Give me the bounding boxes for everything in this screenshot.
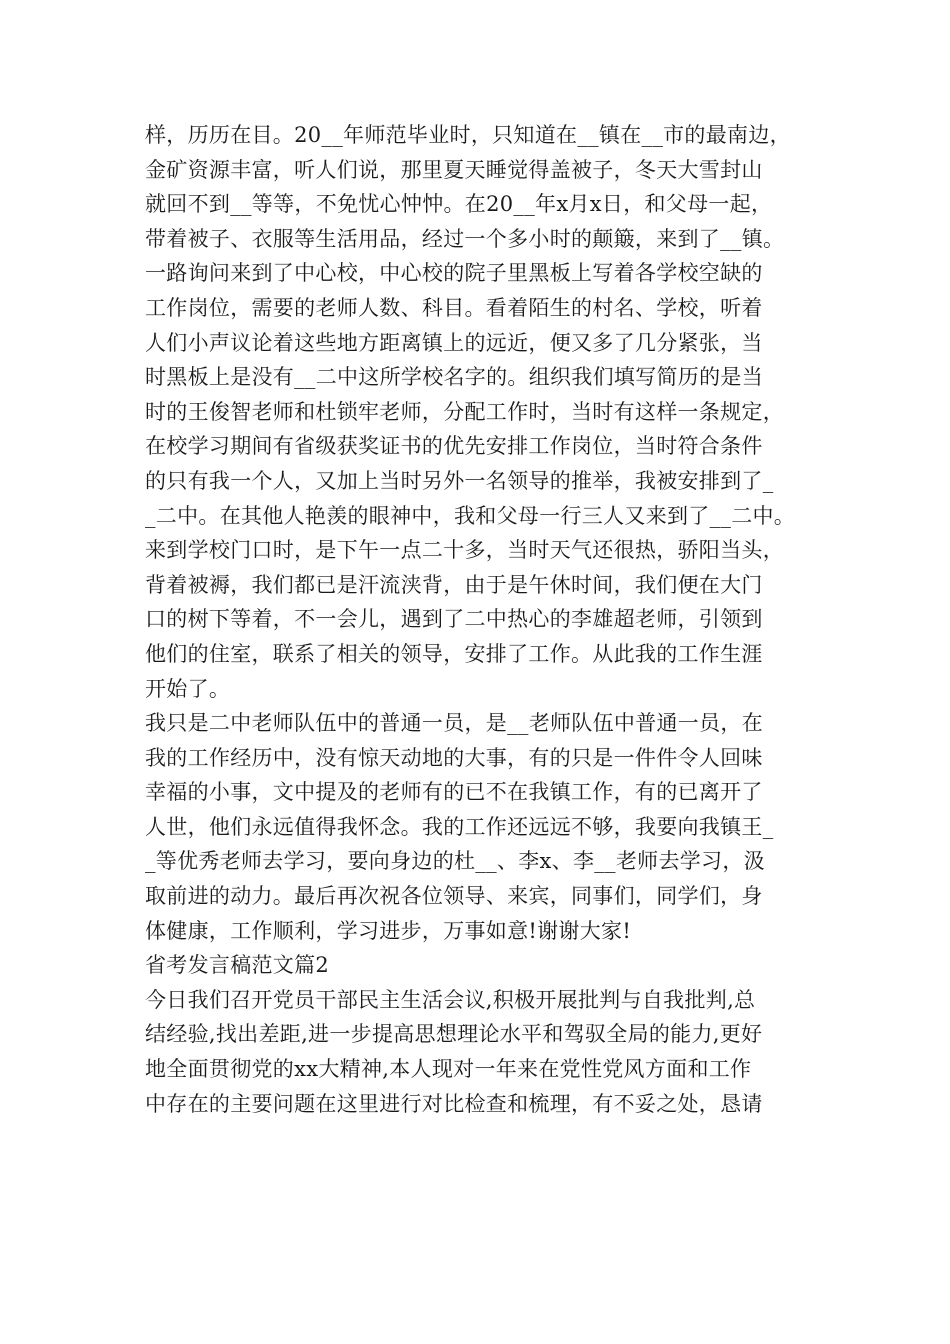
text-line: 人世，他们永远值得我怀念。我的工作还远远不够，我要向我镇王_ — [145, 814, 774, 839]
text-line: 中存在的主要问题在这里进行对比检查和梳理，有不妥之处，恳请 — [145, 1091, 763, 1116]
text-line: 今日我们召开党员干部民主生活会议,积极开展批判与自我批判,总 — [145, 987, 756, 1012]
text-line: 体健康，工作顺利，学习进步，万事如意!谢谢大家! — [145, 918, 632, 943]
body-text — [145, 118, 825, 1121]
text-line: 开始了。 — [145, 676, 231, 701]
text-line: 一路询问来到了中心校，中心校的院子里黑板上写着各学校空缺的 — [145, 261, 763, 286]
text-line: 口的树下等着，不一会儿，遇到了二中热心的李雄超老师，引领到 — [145, 607, 763, 632]
text-line: 时的王俊智老师和杜锁牢老师，分配工作时，当时有这样一条规定， — [145, 399, 784, 424]
text-line: 时黑板上是没有__二中这所学校名字的。组织我们填写简历的是当 — [145, 365, 763, 390]
text-line: 结经验,找出差距,进一步提高思想理论水平和驾驭全局的能力,更好 — [145, 1022, 763, 1047]
text-line: 工作岗位，需要的老师人数、科目。看着陌生的村名、学校，听着 — [145, 295, 763, 320]
text-line: 幸福的小事，文中提及的老师有的已不在我镇工作，有的已离开了 — [145, 780, 763, 805]
text-line: 我的工作经历中，没有惊天动地的大事，有的只是一件件令人回味 — [145, 745, 763, 770]
text-line: 金矿资源丰富，听人们说，那里夏天睡觉得盖被子，冬天大雪封山 — [145, 157, 763, 182]
text-line: 他们的住室，联系了相关的领导，安排了工作。从此我的工作生涯 — [145, 641, 763, 666]
text-line: 取前进的动力。最后再次祝各位领导、来宾，同事们，同学们，身 — [145, 884, 763, 909]
text-line: 背着被褥，我们都已是汗流浃背，由于是午休时间，我们便在大门 — [145, 572, 763, 597]
text-line: 样，历历在目。20__年师范毕业时，只知道在__镇在__市的最南边， — [145, 123, 791, 147]
text-line: 带着被子、衣服等生活用品，经过一个多小时的颠簸，来到了__镇。 — [145, 226, 785, 251]
text-line: 人们小声议论着这些地方距离镇上的远近，便又多了几分紧张，当 — [145, 330, 763, 355]
text-line: 地全面贯彻党的xx大精神,本人现对一年来在党性党风方面和工作 — [145, 1057, 752, 1082]
text-line: 来到学校门口时，是下午一点二十多，当时天气还很热，骄阳当头， — [145, 538, 784, 563]
text-line: 我只是二中老师队伍中的普通一员，是__老师队伍中普通一员，在 — [145, 711, 763, 736]
section-heading: 省考发言稿范文篇2 — [145, 953, 330, 978]
text-line: _二中。在其他人艳羡的眼神中，我和父母一行三人又来到了__二中。 — [145, 503, 796, 528]
text-line: 就回不到__等等，不免忧心忡忡。在20__年x月x日，和父母一起， — [145, 192, 773, 217]
text-line: _等优秀老师去学习，要向身边的杜__、李x、李__老师去学习，汲 — [145, 849, 765, 874]
text-line: 在校学习期间有省级获奖证书的优先安排工作岗位，当时符合条件 — [145, 434, 763, 459]
text-line: 的只有我一个人，又加上当时另外一名领导的推举，我被安排到了_ — [145, 468, 774, 493]
